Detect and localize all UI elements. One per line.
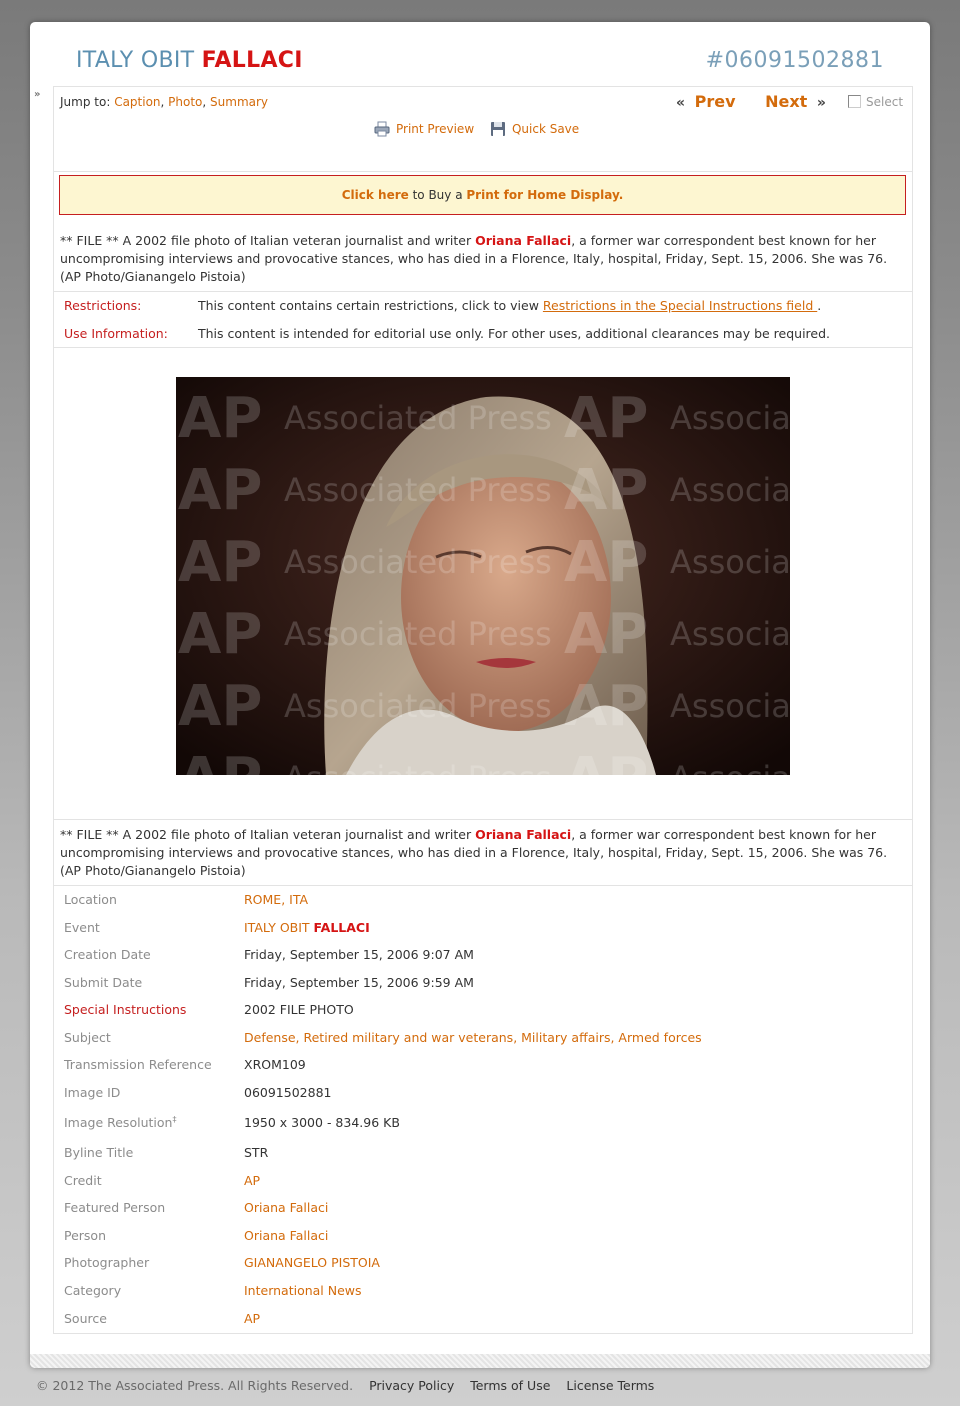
printer-icon — [374, 121, 390, 137]
caption-bottom — [60, 826, 906, 880]
page-title — [76, 48, 303, 73]
event-highlight: FALLACI — [313, 920, 370, 935]
meta-image-id — [64, 1085, 331, 1103]
print-product-link[interactable]: Print for Home Display. — [466, 188, 624, 202]
restrictions-link[interactable]: Restrictions in the Special Instructions field — [542, 298, 818, 313]
use-information-text: This content is intended for editorial use only. For other uses, additional clearances may be required. — [198, 326, 831, 341]
meta-label: Photographer — [64, 1255, 150, 1270]
use-information-row — [64, 326, 830, 341]
svg-text:AP: AP — [178, 746, 263, 811]
click-here-link[interactable]: Click here — [341, 188, 409, 202]
meta-source — [64, 1311, 260, 1329]
image-number: #06091502881 — [705, 48, 884, 73]
meta-label: Event — [64, 920, 100, 935]
meta-category — [64, 1283, 362, 1301]
footnote-marker: ‡ — [172, 1115, 177, 1124]
credit-link[interactable]: AP — [244, 1173, 261, 1188]
meta-submit-date — [64, 975, 474, 993]
page-footer — [36, 1378, 666, 1393]
tools-bar — [374, 121, 591, 137]
prev-label: Prev — [694, 92, 736, 111]
quick-save-label: Quick Save — [511, 122, 580, 136]
caption-person-link[interactable]: Oriana Fallaci — [475, 827, 572, 842]
jump-label: Jump to: — [60, 95, 111, 109]
meta-event — [64, 920, 370, 938]
featured-person-link[interactable]: Oriana Fallaci — [244, 1200, 329, 1215]
image-resolution-value: 1950 x 3000 - 834.96 KB — [244, 1115, 400, 1131]
svg-text:Associa: Associa — [670, 471, 791, 509]
caption-person-link[interactable]: Oriana Fallaci — [475, 233, 572, 248]
meta-label: Special Instructions — [64, 1002, 187, 1017]
meta-person — [64, 1228, 328, 1246]
svg-text:Associated Press: Associated Press — [284, 759, 552, 797]
svg-text:AP: AP — [564, 602, 649, 667]
jump-photo-link[interactable]: Photo — [168, 95, 203, 109]
meta-label: Byline Title — [64, 1145, 134, 1160]
svg-text:Associated Press: Associated Press — [284, 543, 552, 581]
image-id-value: 06091502881 — [244, 1085, 332, 1100]
divider — [54, 291, 912, 292]
select-checkbox[interactable] — [848, 95, 903, 109]
caption-text-rest: , a former war correspondent best known for her uncompromising interviews and provocative stances, who has died in a Florence, Italy, hospital, Friday, Sept. 15, 2006. She was 76. (AP Photo/Gianangelo Pistoia) — [60, 827, 888, 878]
svg-text:AP: AP — [564, 530, 649, 595]
divider — [54, 819, 912, 820]
copyright: © 2012 The Associated Press. All Rights Reserved. — [36, 1378, 354, 1393]
svg-text:AP: AP — [564, 458, 649, 523]
submit-date-value: Friday, September 15, 2006 9:59 AM — [244, 975, 474, 990]
divider — [54, 347, 912, 348]
meta-byline-title — [64, 1145, 268, 1163]
category-link[interactable]: International News — [244, 1283, 362, 1298]
side-toggle-icon[interactable]: » — [34, 89, 41, 100]
meta-label: Category — [64, 1283, 122, 1298]
meta-label: Subject — [64, 1030, 111, 1045]
svg-text:AP: AP — [564, 746, 649, 811]
jump-to-bar: Jump to: Caption, Photo, Summary — [60, 95, 269, 109]
meta-photographer — [64, 1255, 380, 1273]
svg-text:Associa: Associa — [670, 399, 791, 437]
privacy-policy-link[interactable]: Privacy Policy — [369, 1378, 455, 1393]
subject-links[interactable]: Defense, Retired military and war veterans, Military affairs, Armed forces — [244, 1030, 702, 1045]
svg-text:Associa: Associa — [670, 615, 791, 653]
meta-label: Person — [64, 1228, 107, 1243]
terms-of-use-link[interactable]: Terms of Use — [470, 1378, 551, 1393]
buy-text: to Buy a — [408, 188, 467, 202]
floppy-disk-icon — [490, 121, 506, 137]
svg-text:Associated Press: Associated Press — [284, 687, 552, 725]
svg-text:AP: AP — [178, 674, 263, 739]
svg-text:AP: AP — [564, 386, 649, 451]
jump-caption-link[interactable]: Caption — [114, 95, 161, 109]
meta-credit — [64, 1173, 260, 1191]
meta-location — [64, 892, 308, 910]
meta-label: Location — [64, 892, 117, 907]
meta-label: Creation Date — [64, 947, 151, 962]
card-footer-stripe — [30, 1354, 930, 1368]
location-link[interactable]: ROME, ITA — [244, 892, 309, 907]
svg-text:Associa: Associa — [670, 687, 791, 725]
restrictions-label: Restrictions: — [64, 298, 142, 313]
double-chevron-right-icon: » — [816, 95, 826, 111]
meta-label: Credit — [64, 1173, 102, 1188]
event-plain: ITALY OBIT — [244, 920, 310, 935]
caption-text: ** FILE ** A 2002 file photo of Italian veteran journalist and writer — [60, 827, 476, 842]
next-label: Next — [765, 92, 808, 111]
meta-label: Image Resolution — [64, 1115, 173, 1131]
photographer-link[interactable]: GIANANGELO PISTOIA — [244, 1255, 380, 1270]
creation-date-value: Friday, September 15, 2006 9:07 AM — [244, 947, 474, 962]
main-photo[interactable] — [176, 377, 791, 811]
meta-label: Source — [64, 1311, 107, 1326]
meta-featured-person — [64, 1200, 328, 1218]
svg-text:AP: AP — [178, 458, 263, 523]
svg-text:Associa: Associa — [670, 543, 791, 581]
svg-text:Associated Press: Associated Press — [284, 471, 552, 509]
restrictions-row — [64, 298, 821, 313]
detail-panel — [53, 86, 913, 1334]
prev-next-nav — [676, 92, 834, 111]
transmission-reference-value: XROM109 — [244, 1057, 306, 1072]
meta-transmission-reference — [64, 1057, 306, 1075]
caption-top — [60, 232, 906, 286]
event-link[interactable] — [244, 920, 370, 935]
meta-label: Image ID — [64, 1085, 121, 1100]
meta-subject — [64, 1030, 702, 1048]
prev-button[interactable] — [676, 92, 740, 111]
divider — [54, 171, 912, 172]
content-card — [30, 22, 930, 1368]
checkbox-icon[interactable] — [848, 95, 861, 108]
portrait-photo — [176, 377, 791, 811]
meta-creation-date — [64, 947, 474, 965]
meta-image-resolution — [64, 1115, 400, 1133]
special-instructions-value: 2002 FILE PHOTO — [244, 1002, 354, 1017]
restrictions-end: . — [817, 298, 822, 313]
meta-label: Featured Person — [64, 1200, 166, 1215]
svg-text:Associa: Associa — [670, 759, 791, 797]
meta-label: Transmission Reference — [64, 1057, 212, 1072]
svg-text:Associated Press: Associated Press — [284, 615, 552, 653]
divider — [54, 885, 912, 886]
quick-save-button[interactable] — [490, 122, 579, 136]
use-information-label: Use Information: — [64, 326, 168, 341]
next-button[interactable] — [765, 92, 830, 111]
page-title-plain: ITALY OBIT — [76, 48, 195, 73]
svg-text:AP: AP — [178, 530, 263, 595]
source-link[interactable]: AP — [244, 1311, 261, 1326]
page-title-highlight: FALLACI — [201, 48, 303, 73]
double-chevron-left-icon: « — [676, 95, 686, 111]
restrictions-text: This content contains certain restrictions, click to view — [198, 298, 543, 313]
svg-text:AP: AP — [178, 386, 263, 451]
caption-text-rest: , a former war correspondent best known for her uncompromising interviews and provocative stances, who has died in a Florence, Italy, hospital, Friday, Sept. 15, 2006. She was 76. (AP Photo/Gianangelo Pistoia) — [60, 233, 888, 284]
print-preview-button[interactable] — [374, 122, 478, 136]
select-label: Select — [866, 95, 904, 109]
person-link[interactable]: Oriana Fallaci — [244, 1228, 329, 1243]
jump-summary-link[interactable]: Summary — [210, 95, 269, 109]
svg-text:AP: AP — [178, 602, 263, 667]
print-preview-label: Print Preview — [396, 122, 475, 136]
byline-title-value: STR — [244, 1145, 269, 1160]
license-terms-link[interactable]: License Terms — [566, 1378, 655, 1393]
buy-print-banner — [59, 175, 906, 215]
meta-special-instructions — [64, 1002, 354, 1020]
caption-text: ** FILE ** A 2002 file photo of Italian veteran journalist and writer — [60, 233, 476, 248]
svg-text:Associated Press: Associated Press — [284, 399, 552, 437]
svg-text:AP: AP — [564, 674, 649, 739]
meta-label: Submit Date — [64, 975, 143, 990]
